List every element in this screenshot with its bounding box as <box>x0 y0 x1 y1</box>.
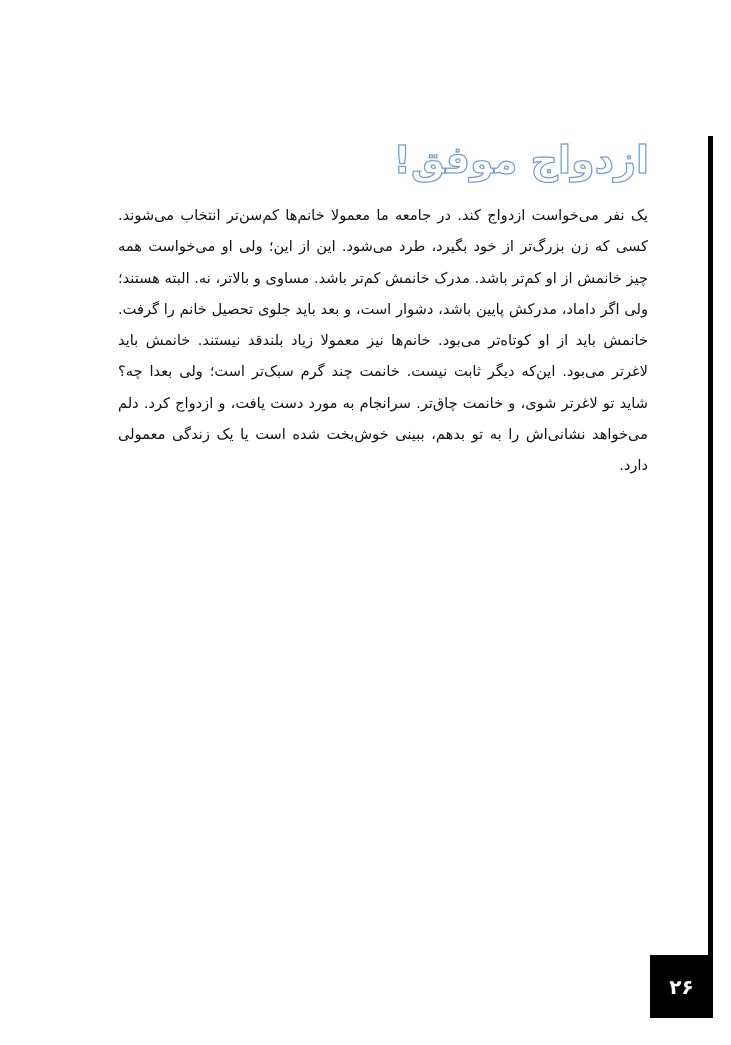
page-edge-rule <box>708 136 713 958</box>
page-number-box <box>650 955 713 1018</box>
page-number: ۲۶ <box>669 974 694 999</box>
chapter-title: ازدواج موفق! <box>393 138 649 182</box>
body-paragraph: یک نفر می‌خواست ازدواج کند. در جامعه ما معمولا خانم‌ها کم‌سن‌تر انتخاب می‌شوند. کسی که زن بزرگ‌تر از خود بگیرد، طرد می‌شود. این از این؛ ولی او می‌خواست همه چیز خانمش از او کم‌تر باشد. مدرک خانمش کم‌تر باشد. مساوی و بالاتر، نه. البته هستند؛ ولی اگر داماد، مدرکش پایین باشد، دشوار است، و بعد باید جلوی تحصیل خانم را گرفت. خانمش باید از او کوتاه‌تر می‌بود. خانم‌ها نیز معمولا زیاد بلندقد نیستند. خانمش باید لاغرتر می‌بود. این‌که دیگر ثابت نیست. خانمت چند گرم سبک‌تر است؛ ولی بعدا چه؟ شاید تو لاغرتر شوی، و خانمت چاق‌تر. سرانجام به مورد دست یافت، و ازدواج کرد. دلم می‌خواهد نشانی‌اش را به تو بدهم، ببینی خوش‌بخت شده است یا یک زندگی معمولی دارد. <box>118 207 648 475</box>
